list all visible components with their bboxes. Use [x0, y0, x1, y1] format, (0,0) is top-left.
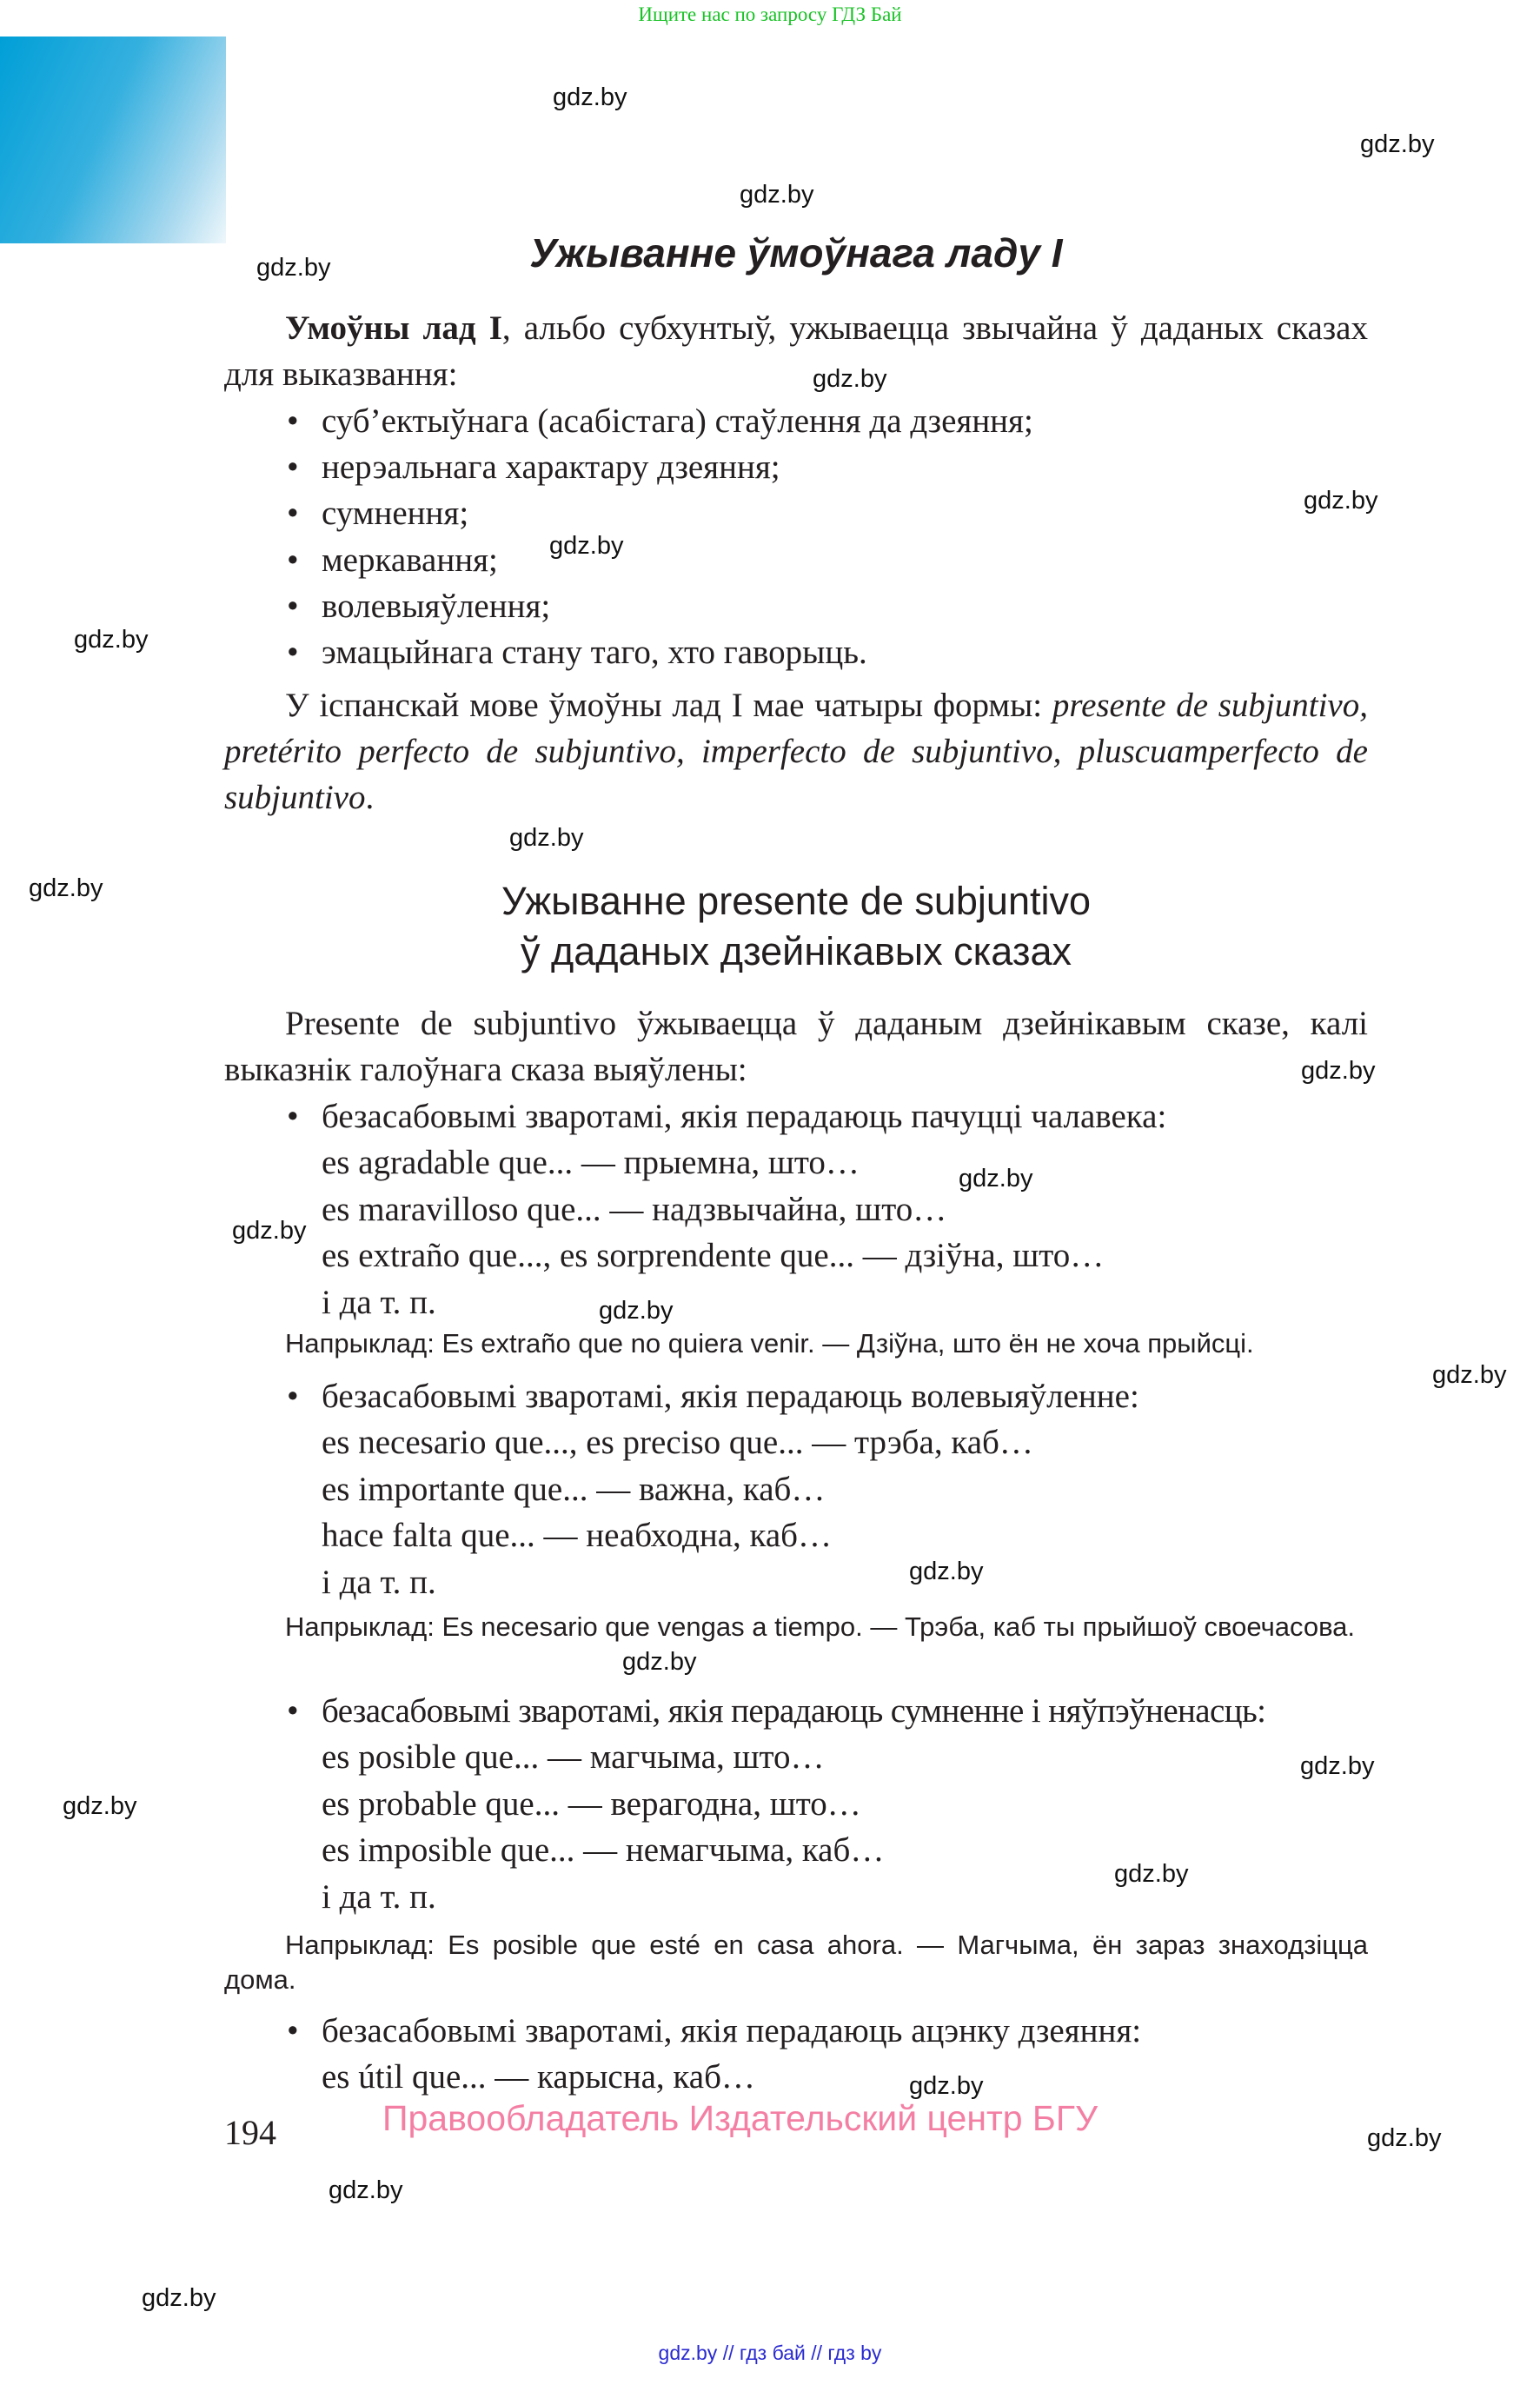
expression-line: es imposible que... — немагчыма, каб… — [322, 1831, 885, 1870]
expression-line: es agradable que... — прыемна, што… — [322, 1144, 860, 1182]
section-title-line1: Ужыванне presente de subjuntivo — [501, 879, 1091, 923]
example: Напрыклад: Es posible que esté en casa ahora. — Магчыма, ён зараз знаходзіцца дома. — [224, 1930, 1368, 1995]
page-number: 194 — [224, 2113, 276, 2152]
expression-line: і да т. п. — [322, 1563, 436, 1601]
watermark: gdz.by — [1114, 1860, 1189, 1888]
section-title — [224, 876, 1368, 977]
forms-list: presente de subjuntivo, pretérito perfecto de subjuntivo, imperfecto de subjuntivo, pluscuamperfecto de subjuntivo — [224, 687, 1368, 816]
intro-term: Умоўны лад I — [285, 309, 502, 347]
list-item: • волевыяўлення; — [224, 583, 1368, 629]
watermark: gdz.by — [1300, 1752, 1375, 1780]
example: Напрыклад: Es necesario que vengas a tiempo. — Трэба, каб ты прыйшоў своечасова. — [285, 1611, 1356, 1642]
watermark: gdz.by — [1432, 1361, 1507, 1389]
presente-intro: Presente de subjuntivo ўжываецца ў даданым дзейнікавым сказе, калі выказнік галоўнага сказа выяўлены: — [224, 1005, 1368, 1088]
expression-line: es probable que... — верагодна, што… — [322, 1784, 861, 1823]
watermark: gdz.by — [509, 824, 584, 852]
footer-links[interactable]: gdz.by // гдз бай // гдз by — [658, 2342, 882, 2364]
watermark: gdz.by — [232, 1217, 307, 1245]
watermark: gdz.by — [63, 1792, 137, 1820]
watermark: gdz.by — [142, 2284, 216, 2312]
usage-group-will — [224, 1373, 1368, 1605]
expression-line: es maravilloso que... — надзвычайна, што… — [322, 1190, 947, 1228]
expression-line: es posible que... — магчыма, што… — [322, 1738, 825, 1777]
watermark: gdz.by — [329, 2176, 403, 2204]
forms-end: . — [365, 779, 375, 816]
watermark: gdz.by — [599, 1297, 674, 1325]
group-lead: • безасабовымі зваротамі, якія перадаюць сумненне і няўпэўненасць: — [224, 1688, 1368, 1734]
example: Напрыклад: Es extraño que no quiera venir. — Дзіўна, што ён не хоча прыйсці. — [285, 1328, 1254, 1359]
group-lead: • безасабовымі зваротамі, якія перадаюць пачуцці чалавека: — [224, 1093, 1368, 1139]
list-item: • нерэальнага характару дзеяння; — [224, 444, 1368, 490]
watermark: gdz.by — [959, 1165, 1033, 1192]
watermark: gdz.by — [1304, 487, 1378, 515]
watermark: gdz.by — [622, 1648, 697, 1676]
expression-line: es importante que... — важна, каб… — [322, 1470, 826, 1508]
usage-group-feelings — [224, 1093, 1368, 1325]
watermark: gdz.by — [1367, 2124, 1442, 2152]
list-item: • меркавання; — [224, 537, 1368, 583]
forms-text: У іспанскай мове ўмоўны лад I мае чатыры формы: — [285, 687, 1052, 724]
list-item: • суб’ектыўнага (асабістага) стаўлення да дзеяння; — [224, 398, 1368, 444]
corner-color-block — [0, 37, 226, 243]
list-item: • эмацыйнага стану таго, хто гаворыць. — [224, 629, 1368, 675]
group-lead: • безасабовымі зваротамі, якія перадаюць волевыяўленне: — [224, 1373, 1368, 1419]
expression-line: es necesario que..., es preciso que... — трэба, каб… — [322, 1424, 1033, 1462]
expression-line: es extraño que..., es sorprendente que... — дзіўна, што… — [322, 1237, 1105, 1275]
forms-paragraph — [224, 682, 1368, 820]
watermark: gdz.by — [813, 365, 887, 393]
usage-group-doubt — [224, 1688, 1368, 1920]
top-banner[interactable]: Ищите нас по запросу ГДЗ Бай — [638, 3, 902, 25]
group-lead: • безасабовымі зваротамі, якія перадаюць ацэнку дзеяння: — [224, 2008, 1368, 2054]
expression-line: і да т. п. — [322, 1283, 436, 1321]
watermark: gdz.by — [29, 874, 103, 902]
copyright-notice: Правообладатель Издательский центр БГУ — [382, 2098, 1099, 2138]
list-item: • сумнення; — [224, 490, 1368, 536]
watermark: gdz.by — [74, 626, 149, 654]
section-title-line2: ў даданых дзейнікавых сказах — [521, 929, 1072, 973]
watermark: gdz.by — [549, 532, 624, 560]
expression-line: es útil que... — карысна, каб… — [322, 2058, 755, 2096]
watermark: gdz.by — [256, 254, 331, 282]
uses-list — [224, 398, 1368, 675]
watermark: gdz.by — [740, 181, 814, 209]
watermark: gdz.by — [553, 83, 627, 111]
page-title: Ужыванне ўмоўнага ладу I — [529, 230, 1063, 276]
expression-line: і да т. п. — [322, 1877, 436, 1916]
expression-line: hace falta que... — неабходна, каб… — [322, 1517, 833, 1555]
intro-paragraph — [224, 305, 1368, 397]
intro-text: , альбо субхунтыў, ужываецца звычайна ў даданых сказах для выказвання: — [224, 309, 1368, 393]
usage-group-evaluation — [224, 2008, 1368, 2101]
watermark: gdz.by — [909, 2072, 984, 2100]
watermark: gdz.by — [909, 1558, 984, 1585]
watermark: gdz.by — [1301, 1057, 1376, 1085]
watermark: gdz.by — [1360, 130, 1435, 158]
